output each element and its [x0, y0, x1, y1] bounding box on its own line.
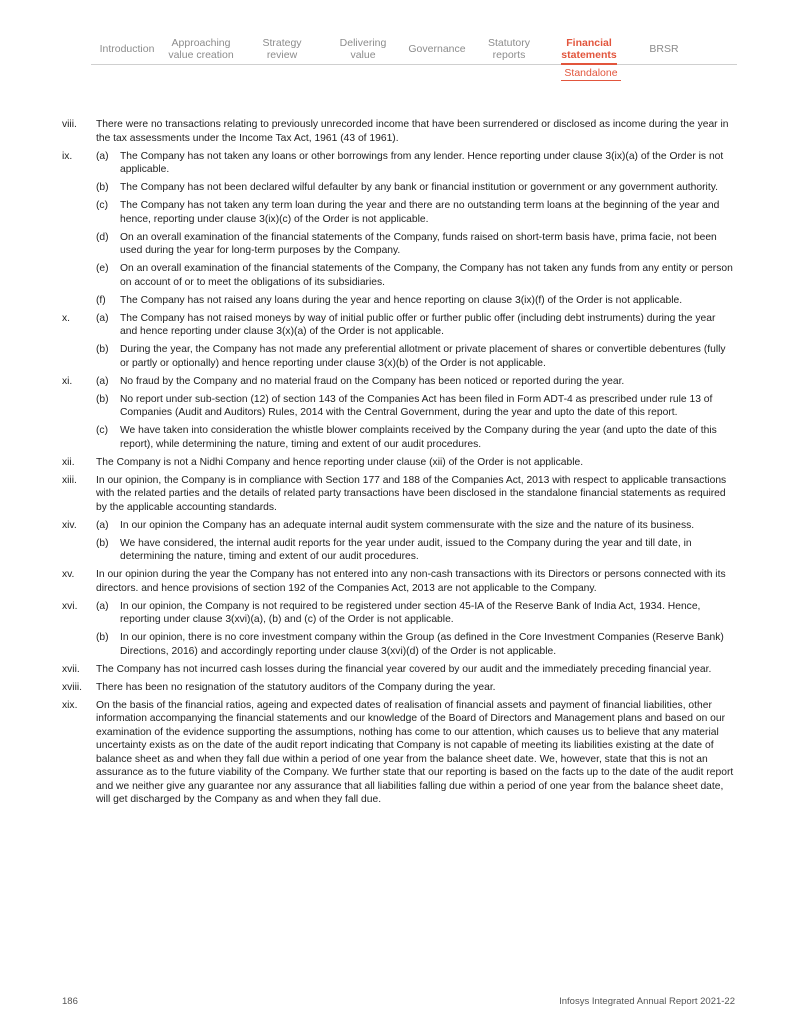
- subclause: [96, 150, 734, 177]
- clause-xviii: [62, 681, 734, 695]
- subclause-text: The Company has not been declared wilful defaulter by any bank or financial institution or government or any government authority.: [120, 182, 718, 193]
- clause-number: viii.: [62, 119, 77, 130]
- clause-number: xvi.: [62, 600, 78, 612]
- subclause-text: In our opinion, there is no core investment company within the Group (as defined in the Core Investment Companies (Reserve Bank) Directions, 2016) and accordingly reporting under clause 3(xvi)(d) of the Order is not applicable.: [120, 632, 724, 657]
- clause-text: On the basis of the financial ratios, ageing and expected dates of realisation of financial assets and payment of financial liabilities, other information accompanying the financial statements and our knowledge of the Board of Directors and Management plans and based on our examination of the evidence supporting the assumptions, nothing has come to our attention, which causes us to believe that any material uncertainty exists as on the date of the audit report indicating that Company is not capable of meeting its liabilities existing at the date of balance sheet as and when they fall due within a period of one year from the balance sheet date. We, however, state that this is not an assurance as to the future viability of the Company. We further state that our reporting is based on the facts up to the date of the audit report and we neither give any guarantee nor any assurance that all liabilities falling due within a period of one year from the balance sheet date, will get discharged by the Company as and when they fall due.: [96, 699, 734, 805]
- subclause: [96, 631, 734, 658]
- subclause: [96, 343, 734, 370]
- nav-tab-statutory-reports[interactable]: Statutory reports: [487, 37, 531, 61]
- clause-xvii: [62, 663, 734, 677]
- clause-number: xiv.: [62, 519, 77, 531]
- subclause-text: No report under sub-section (12) of section 143 of the Companies Act has been filed in Form ADT-4 as prescribed under rule 13 of Companies (Audit and Auditors) Rules, 2014 with the Central Government, during the year and upto the date of this report.: [120, 393, 713, 418]
- subclause-text: In our opinion the Company has an adequate internal audit system commensurate with the size and the nature of its business.: [120, 519, 695, 531]
- subclause: [96, 262, 734, 289]
- subclause-text: We have taken into consideration the whistle blower complaints received by the Company during the year (and upto the date of this report), while determining the nature, timing and extent of our audit procedures.: [120, 425, 717, 450]
- clause-text: There were no transactions relating to previously unrecorded income that have been surrendered or disclosed as income during the year in the tax assessments under the Income Tax Act, 1961 (43 of 1961).: [96, 119, 729, 144]
- nav-tab-governance[interactable]: Governance: [408, 43, 466, 55]
- clause-viii: [62, 118, 734, 145]
- subclause-text: The Company has not taken any loans or other borrowings from any lender. Hence reporting under clause 3(ix)(a) of the Order is not applicable.: [120, 150, 724, 175]
- clause-text: The Company has not incurred cash losses during the financial year covered by our audit and the immediately preceding financial year.: [96, 663, 712, 675]
- clause-number: xii.: [62, 456, 75, 468]
- nav-tab-approaching-value-creation[interactable]: Approaching value creation: [168, 37, 234, 61]
- clause-text: The Company is not a Nidhi Company and hence reporting under clause (xii) of the Order is not applicable.: [96, 456, 584, 468]
- active-tab-indicator: [561, 63, 617, 65]
- subclause-letter: (c): [96, 425, 109, 436]
- subclause: [96, 600, 734, 627]
- clause-number: xiii.: [62, 474, 77, 486]
- clause-xi: [62, 375, 734, 452]
- clause-xv: [62, 568, 734, 595]
- subclause: [96, 231, 734, 258]
- report-content: [62, 118, 734, 811]
- subclause-letter: (a): [96, 519, 109, 531]
- subclause-letter: (d): [96, 231, 109, 243]
- subclause: [96, 375, 734, 389]
- subclause-letter: (c): [96, 200, 109, 211]
- subclause-letter: (b): [96, 182, 109, 193]
- subclause-letter: (a): [96, 375, 109, 387]
- clause-number: xv.: [62, 569, 75, 580]
- nav-tab-introduction[interactable]: Introduction: [99, 43, 155, 55]
- clause-number: xi.: [62, 375, 73, 387]
- clause-number: x.: [62, 312, 71, 324]
- clause-number: xviii.: [62, 681, 83, 693]
- subclause-text: In our opinion, the Company is not required to be registered under section 45-IA of the Reserve Bank of India Act, 1934. Hence, reporting under clause 3(xvi)(a), (b) and (c) of the Order is not applicable.: [120, 600, 701, 625]
- subclause-letter: (b): [96, 537, 109, 549]
- subclause: [96, 312, 734, 339]
- clause-xvi: [62, 600, 734, 659]
- clause-ix: [62, 150, 734, 308]
- subclause: [96, 199, 734, 226]
- clause-number: ix.: [62, 150, 73, 162]
- subclause-letter: (a): [96, 312, 109, 324]
- clause-text: In our opinion during the year the Company has not entered into any non-cash transactions with its Directors or persons connected with its directors. and hence provisions of section 192 of the Companies Act, 2013 are not applicable to the Company.: [96, 569, 726, 594]
- subclause: [96, 393, 734, 420]
- clause-text: There has been no resignation of the statutory auditors of the Company during the year.: [96, 681, 496, 693]
- subclause: [96, 424, 734, 451]
- clause-xiv: [62, 519, 734, 564]
- subclause-letter: (b): [96, 393, 109, 405]
- clause-xiii: [62, 474, 734, 515]
- subclause-letter: (e): [96, 263, 109, 274]
- clause-number: xix.: [62, 699, 78, 711]
- subclause: [96, 181, 734, 195]
- nav-tab-strategy-review[interactable]: Strategy review: [262, 37, 302, 61]
- subnav-standalone[interactable]: Standalone: [561, 67, 621, 81]
- subclause-letter: (a): [96, 600, 109, 612]
- clause-xix: [62, 699, 734, 807]
- nav-tab-financial-statements[interactable]: Financial statements: [561, 37, 617, 61]
- nav-tab-brsr[interactable]: BRSR: [649, 43, 679, 55]
- subclause-text: On an overall examination of the financial statements of the Company, funds raised on short-term basis have, prima facie, not been used during the year for long-term purposes by the Company.: [120, 231, 717, 256]
- subclause-text: We have considered, the internal audit reports for the year under audit, issued to the Company during the year and till date, in determining the nature, timing and extent of our audit procedures.: [120, 537, 692, 562]
- subclause-letter: (b): [96, 632, 109, 643]
- subclause-text: The Company has not taken any term loan during the year and there are no outstanding term loans at the beginning of the year and hence, reporting under clause 3(ix)(c) of the Order is not applicable.: [120, 200, 720, 225]
- subclause-letter: (b): [96, 344, 109, 355]
- subclause-text: No fraud by the Company and no material fraud on the Company has been noticed or reported during the year.: [120, 375, 625, 387]
- clause-text: In our opinion, the Company is in compliance with Section 177 and 188 of the Companies Act, 2013 with respect to applicable transactions with the related parties and the details of related party transactions have been disclosed in the standalone financial statements as required by the applicable accounting standards.: [96, 474, 727, 513]
- nav-tab-delivering-value[interactable]: Delivering value: [339, 37, 387, 61]
- section-navigation: [91, 36, 737, 65]
- subclause-letter: (f): [96, 294, 106, 306]
- page-number: 186: [62, 996, 78, 1007]
- subclause-letter: (a): [96, 150, 109, 162]
- report-title: Infosys Integrated Annual Report 2021-22: [559, 996, 735, 1007]
- subclause-text: On an overall examination of the financial statements of the Company, the Company has not taken any funds from any entity or person on account of or to meet the obligations of its subsidiaries.: [120, 263, 733, 288]
- clause-xii: [62, 456, 734, 470]
- subclause: [96, 294, 734, 308]
- subclause-text: The Company has not raised moneys by way of initial public offer or further public offer (including debt instruments) during the year and hence reporting under clause 3(x)(a) of the Order is not applicable.: [120, 312, 716, 337]
- clause-number: xvii.: [62, 663, 80, 675]
- subclause-text: During the year, the Company has not made any preferential allotment or private placement of shares or convertible debentures (fully or partly or optionally) and hence reporting under clause 3(x)(b) of the Order is not applicable.: [120, 344, 726, 369]
- subclause-text: The Company has not raised any loans during the year and hence reporting on clause 3(ix)(f) of the Order is not applicable.: [120, 294, 683, 306]
- clause-x: [62, 312, 734, 371]
- subclause: [96, 537, 734, 564]
- subclause: [96, 519, 734, 533]
